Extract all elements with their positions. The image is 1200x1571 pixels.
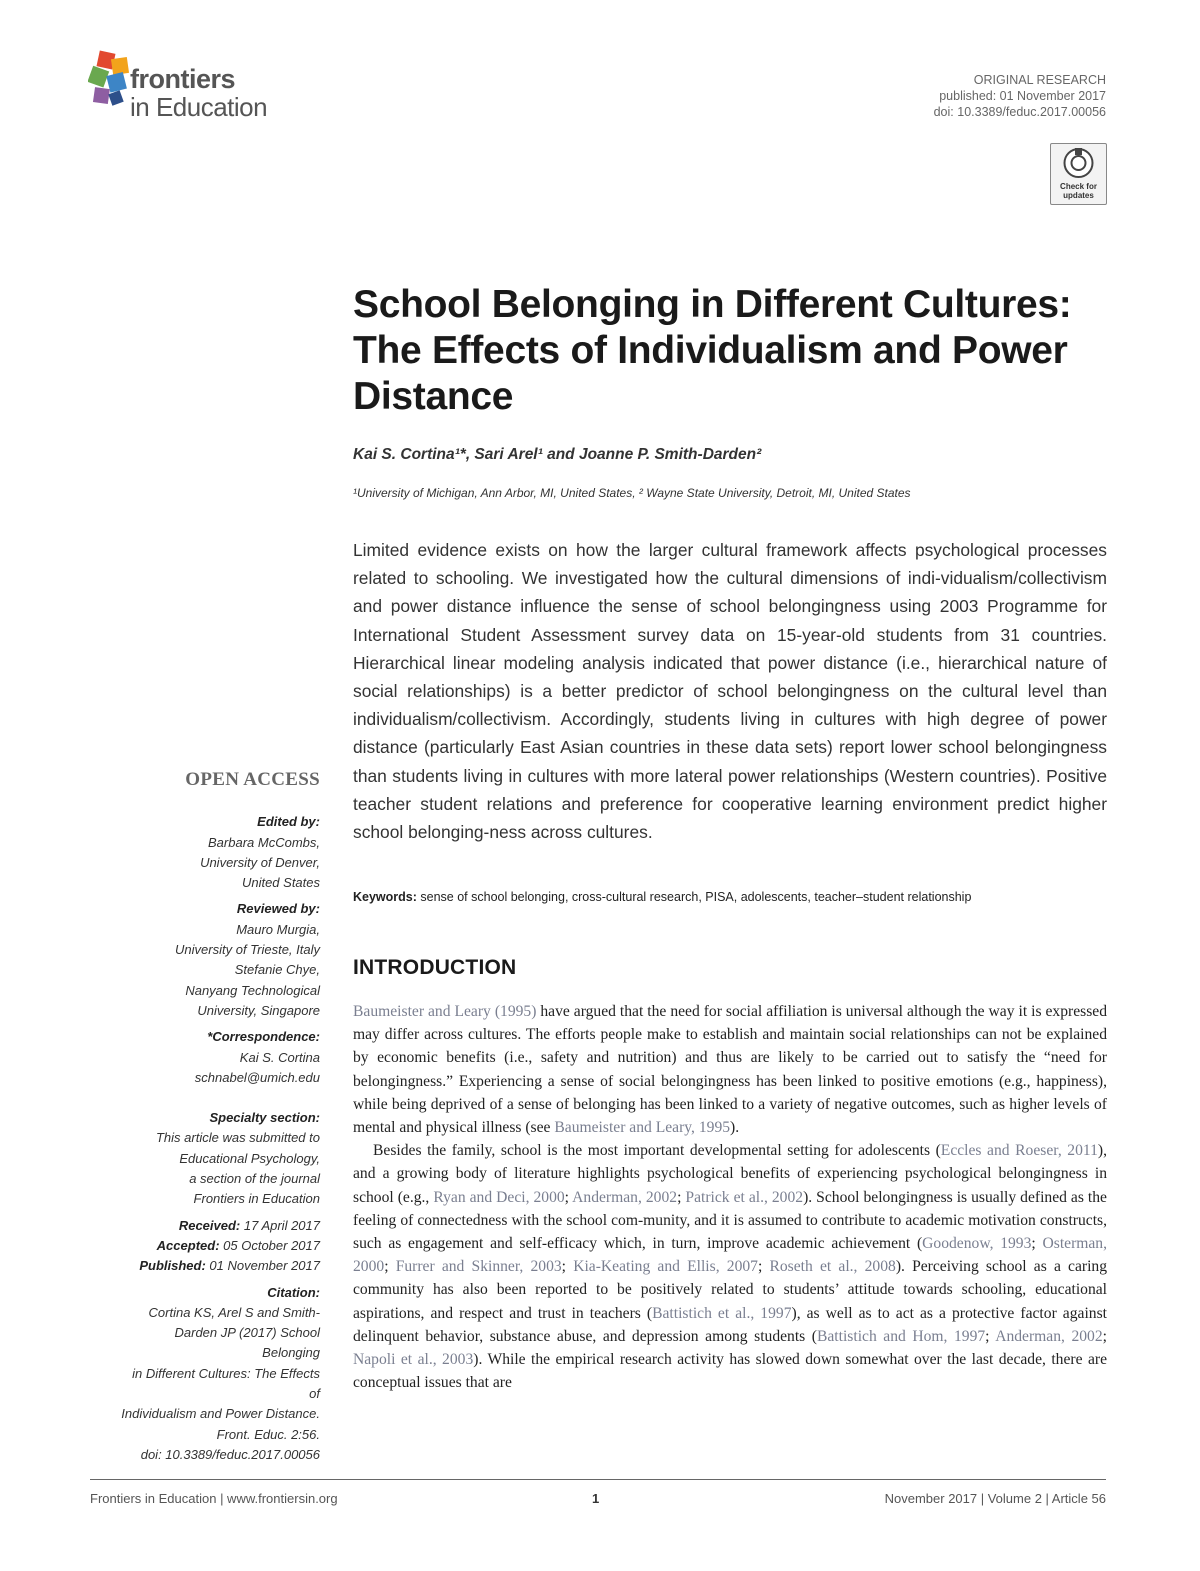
citation-link[interactable]: Napoli et al., 2003 — [353, 1351, 474, 1369]
check-updates-label: Check for updates — [1060, 182, 1097, 200]
citation-link[interactable]: Baumeister and Leary (1995) — [353, 1003, 537, 1020]
citation-link[interactable]: Baumeister and Leary, 1995 — [554, 1119, 731, 1137]
citation-link[interactable]: Battistich et al., 1997 — [652, 1304, 792, 1322]
specialty-section — [120, 1108, 320, 1209]
edited-by-section — [120, 812, 320, 893]
editor-line: United States — [241, 875, 320, 891]
keywords-label: Keywords: — [353, 890, 417, 904]
citation-link[interactable]: Ryan and Deci, 2000 — [433, 1188, 565, 1206]
body-text: ; — [1031, 1235, 1043, 1253]
check-for-updates-badge[interactable] — [1050, 143, 1107, 205]
open-access-label: OPEN ACCESS — [185, 769, 320, 790]
received-value: 17 April 2017 — [240, 1217, 320, 1233]
body-text: have argued that the need for social affiliation is universal although the way it is expressed may differ across cultures. The efforts people make to establish and maintain social relationships can not be explained by economic benefits (i.e., safety and nutrition) and thus are likely to be carried out to satisfy the “need for belongingness.” Experiencing a sense of social belongingness has been linked to positive emotions (e.g., happiness), while being deprived of a sense of belonging has been linked to a variety of negative outcomes, such as higher levels of mental and physical illness (see — [353, 1003, 1107, 1137]
body-text: ; — [757, 1258, 770, 1276]
citation-line: Individualism and Power Distance. — [121, 1406, 320, 1422]
logo-wordmark-journal: in Education — [130, 92, 268, 122]
reviewer-line: University, Singapore — [197, 1002, 320, 1018]
published-date-sidebar — [120, 1256, 320, 1276]
specialty-label: Specialty section: — [209, 1110, 320, 1126]
accepted-label: Accepted: — [156, 1237, 220, 1253]
published-label: Published: — [139, 1258, 206, 1274]
citation-link[interactable]: Roseth et al., 2008 — [769, 1258, 896, 1276]
section-heading-introduction: INTRODUCTION — [353, 956, 517, 979]
introduction-body — [353, 1000, 1107, 1394]
author-list: Kai S. Cortina¹*, Sari Arel¹ and Joanne P. Smith-Darden² — [353, 446, 762, 463]
check-updates-icon — [1051, 144, 1106, 180]
article-type: ORIGINAL RESEARCH — [973, 73, 1106, 87]
body-text: ; — [677, 1188, 686, 1206]
citation-link[interactable]: Goodenow, 1993 — [922, 1235, 1032, 1253]
reviewer-line: University of Trieste, Italy — [175, 942, 320, 958]
correspondence-email[interactable]: schnabel@umich.edu — [194, 1069, 320, 1085]
body-text: ), and a growing body of literature highlights psychological benefits of experiencing psychological belongingness in school (e.g., — [353, 1142, 1108, 1206]
citation-link[interactable]: Battistich and Hom, 1997 — [816, 1327, 986, 1345]
editor-line: University of Denver, — [200, 854, 320, 870]
footer-divider — [90, 1479, 1106, 1480]
citation-link[interactable]: Patrick et al., 2002 — [685, 1188, 804, 1206]
intro-paragraph-2 — [353, 1139, 1107, 1394]
article-doi: doi: 10.3389/feduc.2017.00056 — [933, 105, 1106, 119]
reviewer-line: Mauro Murgia, — [236, 921, 320, 937]
footer-journal: Frontiers in Education | www.frontiersin.org — [90, 1491, 338, 1506]
body-text: ; — [985, 1327, 996, 1345]
citation-link[interactable]: Furrer and Skinner, 2003 — [395, 1258, 562, 1276]
body-text: ). — [730, 1119, 740, 1137]
specialty-line: a section of the journal — [189, 1171, 320, 1187]
received-date — [120, 1216, 320, 1236]
dates-section — [120, 1216, 320, 1277]
intro-paragraph-1 — [353, 1000, 1107, 1139]
published-value: 01 November 2017 — [205, 1258, 320, 1274]
keywords — [353, 890, 1113, 904]
affiliations: ¹University of Michigan, Ann Arbor, MI, United States, ² Wayne State University, Detroit, MI, United States — [353, 486, 911, 500]
reviewer-line: Stefanie Chye, — [234, 962, 320, 978]
specialty-line: This article was submitted to — [155, 1130, 320, 1146]
correspondence-name: Kai S. Cortina — [239, 1049, 320, 1065]
published-date: published: 01 November 2017 — [939, 89, 1106, 103]
body-text: ). School belongingness is usually defined as the feeling of connectedness with the school com-munity, and it is assumed to contribute to academic motivation constructs, such as engagement and self-efficacy which, in turn, improve academic achievement ( — [353, 1188, 1107, 1253]
citation-line: doi: 10.3389/feduc.2017.00056 — [140, 1446, 320, 1462]
correspondence-label: *Correspondence: — [207, 1029, 320, 1045]
citation-link[interactable]: Kia-Keating and Ellis, 2007 — [573, 1258, 758, 1276]
citation-section — [120, 1283, 320, 1466]
body-text: ). While the empirical research activity has slowed down somewhat over the last decade, there are conceptual issues that are — [353, 1351, 1107, 1392]
footer-volume: November 2017 | Volume 2 | Article 56 — [884, 1491, 1106, 1506]
keywords-text: sense of school belonging, cross-cultural research, PISA, adolescents, teacher–student relationship — [420, 890, 972, 904]
accepted-value: 05 October 2017 — [219, 1237, 320, 1253]
citation-line: Front. Educ. 2:56. — [216, 1426, 320, 1442]
citation-link[interactable]: Anderman, 2002 — [572, 1188, 678, 1206]
citation-line: Darden JP (2017) School Belonging — [174, 1325, 320, 1361]
accepted-date — [120, 1236, 320, 1256]
received-label: Received: — [178, 1217, 241, 1233]
citation-line: Cortina KS, Arel S and Smith- — [148, 1304, 320, 1320]
body-text: ; — [561, 1258, 574, 1276]
reviewed-by-section — [120, 899, 320, 1021]
citation-link[interactable]: Anderman, 2002 — [995, 1327, 1103, 1345]
specialty-line: Frontiers in Education — [193, 1191, 320, 1207]
body-text: ). Perceiving school as a caring community has also been reported to be positively related to students’ attitude towards schooling, educational aspirations, and respect and trust in teachers ( — [353, 1258, 1108, 1322]
article-title: School Belonging in Different Cultures: The Effects of Individualism and Power Distance — [353, 283, 1072, 418]
body-text: ; — [564, 1188, 573, 1206]
citation-label: Citation: — [267, 1284, 320, 1300]
citation-link[interactable]: Osterman, 2000 — [353, 1235, 1108, 1276]
reviewed-by-label: Reviewed by: — [236, 901, 320, 917]
article-info-sidebar — [120, 770, 320, 1471]
abstract: Limited evidence exists on how the larger cultural framework affects psychological processes related to schooling. We investigated how the cultural dimensions of indi-vidualism/collectivism and power distance influence the sense of school belongingness using 2003 Programme for International Student Assessment survey data on 15-year-old students from 31 countries. Hierarchical linear modeling analysis indicated that power distance (i.e., hierarchical nature of social relationships) is a better predictor of school belongingness on the cultural level than individualism/collectivism. Accordingly, students living in cultures with high degree of power distance (particularly East Asian countries in these data sets) report lower school belongingness than students living in cultures with more lateral power relationships (Western countries). Positive teacher student relations and preference for cooperative learning environment predict higher school belonging-ness across cultures. — [353, 540, 1107, 843]
body-text: Besides the family, school is the most important developmental setting for adolescents ( — [373, 1142, 941, 1160]
page-number: 1 — [592, 1491, 600, 1506]
body-text: ; — [384, 1258, 396, 1276]
body-text: ), as well as to act as a protective factor against delinquent behavior, substance abuse, and depression among students ( — [353, 1304, 1107, 1345]
edited-by-label: Edited by: — [257, 814, 320, 830]
body-text: ; — [1102, 1327, 1107, 1345]
editor-line: Barbara McCombs, — [208, 834, 320, 850]
logo-wordmark-frontiers: frontiers — [130, 64, 236, 94]
correspondence-section — [120, 1027, 320, 1088]
citation-link[interactable]: Eccles and Roeser, 2011 — [940, 1142, 1098, 1160]
citation-line: in Different Cultures: The Effects of — [132, 1365, 320, 1402]
reviewer-line: Nanyang Technological — [185, 982, 320, 998]
specialty-line: Educational Psychology, — [179, 1150, 320, 1166]
